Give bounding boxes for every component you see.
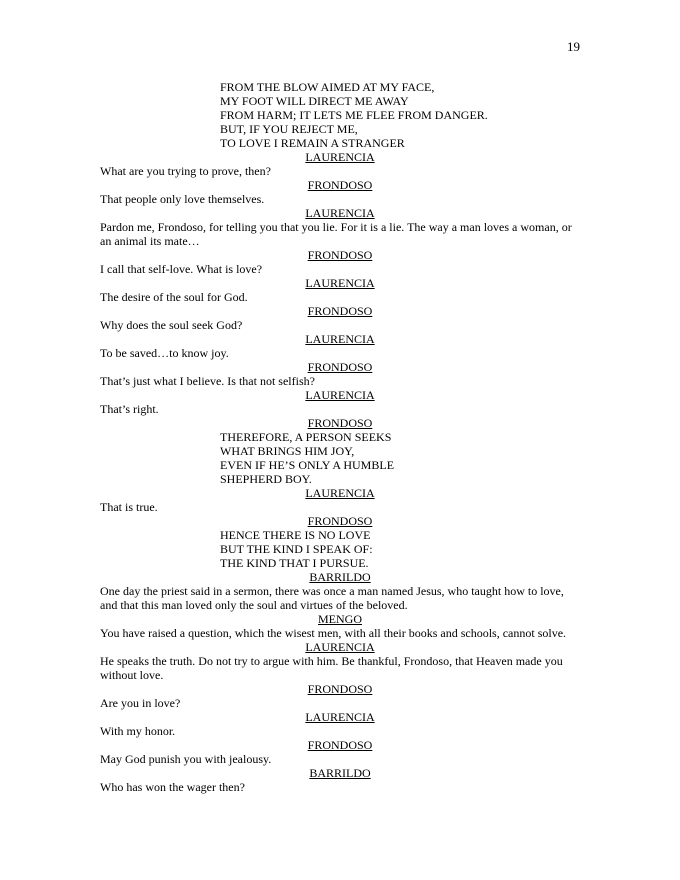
dialogue-line: One day the priest said in a sermon, there was once a man named Jesus, who taught how to love, and that this man loved only the soul and virtues of the beloved. xyxy=(100,584,564,612)
verse-line: SHEPHERD BOY. xyxy=(220,472,312,486)
dialogue-line: That’s right. xyxy=(100,402,159,416)
speaker-name: FRONDOSO xyxy=(307,514,373,528)
speaker-name: LAURENCIA xyxy=(305,640,375,654)
speaker-name: FRONDOSO xyxy=(307,178,373,192)
speaker-name: FRONDOSO xyxy=(307,682,373,696)
speaker-name: FRONDOSO xyxy=(307,738,373,752)
speaker-name: LAURENCIA xyxy=(305,332,375,346)
speaker-name: LAURENCIA xyxy=(305,276,375,290)
verse-line: FROM THE BLOW AIMED AT MY FACE, xyxy=(220,80,435,94)
dialogue-line: Pardon me, Frondoso, for telling you that you lie. For it is a lie. The way a man loves a woman, or an animal its mate… xyxy=(100,220,572,248)
verse-line: BUT THE KIND I SPEAK OF: xyxy=(220,542,373,556)
dialogue-line: That people only love themselves. xyxy=(100,192,265,206)
speaker-name: LAURENCIA xyxy=(305,206,375,220)
verse-line: BUT, IF YOU REJECT ME, xyxy=(220,122,358,136)
dialogue-line: Are you in love? xyxy=(100,696,181,710)
verse-line: EVEN IF HE’S ONLY A HUMBLE xyxy=(220,458,395,472)
dialogue-line: I call that self-love. What is love? xyxy=(100,262,263,276)
speaker-name: BARRILDO xyxy=(309,766,371,780)
speaker-name: FRONDOSO xyxy=(307,248,373,262)
speaker-name: BARRILDO xyxy=(309,570,371,584)
dialogue-line: What are you trying to prove, then? xyxy=(100,164,271,178)
dialogue-line: Who has won the wager then? xyxy=(100,780,245,794)
dialogue-line: With my honor. xyxy=(100,724,176,738)
verse-line: THEREFORE, A PERSON SEEKS xyxy=(220,430,392,444)
dialogue-line: To be saved…to know joy. xyxy=(100,346,229,360)
dialogue-line: Why does the soul seek God? xyxy=(100,318,243,332)
speaker-name: MENGO xyxy=(318,612,362,626)
script-body xyxy=(100,80,580,794)
speaker-name: LAURENCIA xyxy=(305,150,375,164)
dialogue-line: May God punish you with jealousy. xyxy=(100,752,272,766)
verse-line: FROM HARM; IT LETS ME FLEE FROM DANGER. xyxy=(220,108,488,122)
page-number: 19 xyxy=(567,39,580,54)
dialogue-line: You have raised a question, which the wisest men, with all their books and schools, cannot solve. xyxy=(100,626,567,640)
verse-line: TO LOVE I REMAIN A STRANGER xyxy=(220,136,405,150)
speaker-name: LAURENCIA xyxy=(305,710,375,724)
verse-line: WHAT BRINGS HIM JOY, xyxy=(220,444,355,458)
dialogue-line: The desire of the soul for God. xyxy=(100,290,248,304)
speaker-name: FRONDOSO xyxy=(307,304,373,318)
speaker-name: FRONDOSO xyxy=(307,360,373,374)
verse-line: MY FOOT WILL DIRECT ME AWAY xyxy=(220,94,409,108)
speaker-name: LAURENCIA xyxy=(305,486,375,500)
dialogue-line: That is true. xyxy=(100,500,158,514)
verse-line: HENCE THERE IS NO LOVE xyxy=(220,528,371,542)
dialogue-line: He speaks the truth. Do not try to argue with him. Be thankful, Frondoso, that Heaven made you without love. xyxy=(100,654,563,682)
dialogue-line: That’s just what I believe. Is that not selfish? xyxy=(100,374,315,388)
speaker-name: LAURENCIA xyxy=(305,388,375,402)
speaker-name: FRONDOSO xyxy=(307,416,373,430)
verse-line: THE KIND THAT I PURSUE. xyxy=(220,556,369,570)
